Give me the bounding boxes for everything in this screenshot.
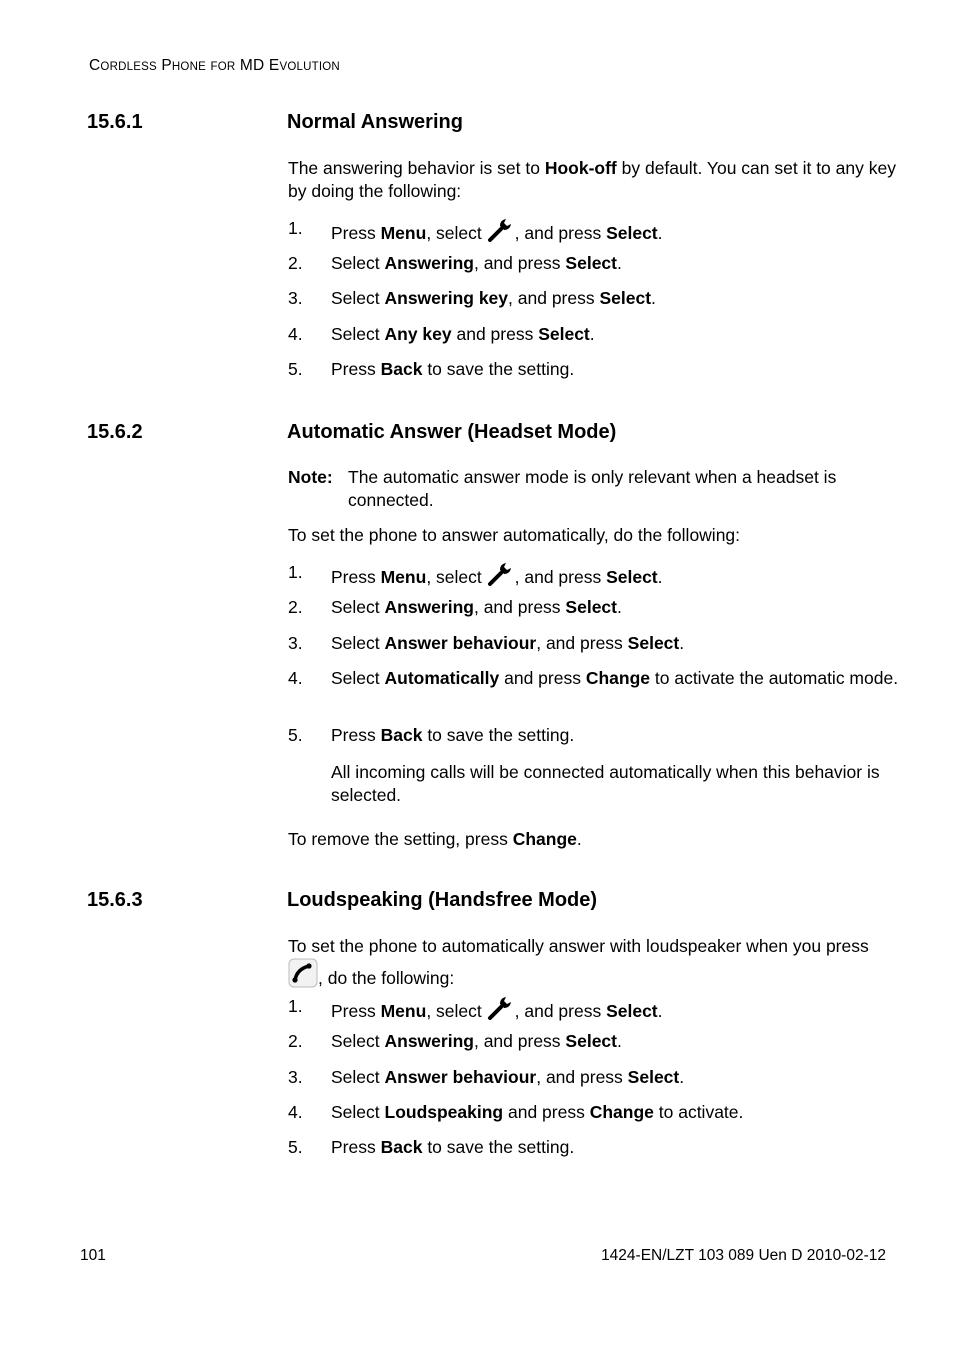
step-number: 4. — [288, 324, 303, 344]
step-number: 2. — [288, 597, 303, 617]
section-outro — [288, 828, 898, 851]
section-intro — [288, 935, 898, 993]
text-run: , do the following: — [318, 967, 455, 988]
step-text — [331, 1101, 901, 1124]
step-text — [331, 1136, 901, 1159]
text-run: . — [679, 1067, 685, 1087]
step-text — [331, 561, 901, 593]
bold-term: Answering key — [384, 288, 509, 308]
bold-term: Answering — [384, 1031, 474, 1051]
bold-term: Back — [380, 725, 423, 745]
step-text — [331, 632, 901, 655]
bold-term: Select — [606, 1001, 658, 1021]
text-run: . — [657, 223, 663, 243]
step-number: 1. — [288, 996, 303, 1016]
text-run: to save the setting. — [422, 1137, 575, 1157]
text-run: , and press — [473, 253, 566, 273]
step-number: 3. — [288, 633, 303, 653]
bold-term: Any key — [384, 324, 452, 344]
text-run: , select — [426, 223, 487, 243]
bold-term: Select — [565, 1031, 617, 1051]
text-run: Select — [331, 253, 385, 273]
text-run: . — [657, 567, 663, 587]
wrench-icon — [487, 995, 515, 1027]
section-number: 15.6.1 — [87, 111, 143, 133]
step-number: 3. — [288, 1067, 303, 1087]
note-text: The automatic answer mode is only relevant when a headset is connected. — [348, 467, 837, 510]
step-text — [331, 252, 901, 275]
text-run: Select — [331, 288, 385, 308]
bold-term: Menu — [380, 223, 427, 243]
step-followup: All incoming calls will be connected automatically when this behavior is selected. — [331, 762, 880, 805]
text-run: Select — [331, 633, 385, 653]
document-id: 1424-EN/LZT 103 089 Uen D 2010-02-12 — [601, 1247, 886, 1264]
bold-term: Change — [512, 829, 577, 849]
text-run: Press — [331, 567, 381, 587]
bold-term: Back — [380, 359, 423, 379]
bold-term: Answer behaviour — [384, 633, 537, 653]
text-run: . — [657, 1001, 663, 1021]
step-text — [331, 287, 901, 310]
bold-term: Select — [627, 1067, 680, 1087]
note-label: Note: — [288, 467, 333, 487]
text-run: , select — [426, 1001, 487, 1021]
text-run: and press — [503, 1102, 590, 1122]
bold-term: Change — [589, 1102, 654, 1122]
text-run: . — [616, 253, 622, 273]
text-run: . — [589, 324, 595, 344]
text-run: Select — [331, 597, 385, 617]
bold-term: Answer behaviour — [384, 1067, 537, 1087]
text-run: Select — [331, 324, 385, 344]
step-text — [331, 1030, 901, 1053]
section-intro — [288, 157, 898, 202]
running-title: CORDLESS PHONE FOR MD EVOLUTION — [89, 57, 340, 74]
text-run: . — [616, 597, 622, 617]
step-text — [331, 323, 901, 346]
text-run: , and press — [508, 288, 600, 308]
step-text — [331, 358, 901, 381]
wrench-icon — [487, 217, 515, 249]
text-run: Press — [331, 1137, 381, 1157]
step-number: 2. — [288, 253, 303, 273]
text-run: , and press — [536, 1067, 628, 1087]
text-run: and press — [451, 324, 539, 344]
text-run: Press — [331, 725, 381, 745]
step-number: 5. — [288, 725, 303, 745]
step-text — [331, 724, 901, 747]
section-intro — [288, 524, 898, 547]
step-text — [331, 217, 901, 249]
text-run: , and press — [514, 223, 607, 243]
step-number: 5. — [288, 1137, 303, 1157]
text-run: Select — [331, 668, 385, 688]
text-run: and press — [499, 668, 586, 688]
text-run: to activate the automatic mode. — [650, 668, 899, 688]
step-number: 5. — [288, 359, 303, 379]
text-run: To set the phone to automatically answer with loudspeaker when you press — [288, 936, 869, 956]
step-number: 4. — [288, 668, 303, 688]
step-number: 1. — [288, 562, 303, 582]
section-title: Automatic Answer (Headset Mode) — [287, 421, 617, 443]
bold-term: Menu — [380, 1001, 427, 1021]
section-number: 15.6.2 — [87, 421, 143, 443]
bold-term: Select — [627, 633, 680, 653]
text-run: to save the setting. — [422, 725, 575, 745]
text-run: . — [616, 1031, 622, 1051]
step-text — [331, 596, 901, 619]
bold-term: Select — [565, 253, 617, 273]
bold-term: Select — [565, 597, 617, 617]
page-number: 101 — [80, 1247, 106, 1264]
running-header — [89, 57, 340, 75]
text-run: The answering behavior is set to — [288, 158, 545, 178]
step-number: 2. — [288, 1031, 303, 1051]
bold-term: Select — [606, 223, 658, 243]
text-run: . — [651, 288, 656, 308]
bold-term: Answering — [384, 253, 474, 273]
step-text — [331, 667, 901, 690]
step-number: 1. — [288, 218, 303, 238]
text-run: To remove the setting, press — [288, 829, 513, 849]
text-run: Press — [331, 223, 381, 243]
text-run: , select — [426, 567, 487, 587]
text-run: , and press — [473, 1031, 566, 1051]
step-text — [331, 995, 901, 1027]
step-number: 3. — [288, 288, 303, 308]
bold-term: Automatically — [384, 668, 500, 688]
text-run: Select — [331, 1031, 385, 1051]
bold-term: Select — [606, 567, 658, 587]
text-run: by default. You can set it to any key by doing the following: — [288, 158, 896, 201]
bold-term: Change — [585, 668, 651, 688]
bold-term: Select — [599, 288, 652, 308]
bold-term: Hook-off — [544, 158, 617, 178]
text-run: , and press — [536, 633, 628, 653]
bold-term: Menu — [380, 567, 427, 587]
step-number: 4. — [288, 1102, 303, 1122]
text-run: Select — [331, 1067, 385, 1087]
text-run: Press — [331, 359, 381, 379]
phone-key-icon — [288, 958, 318, 994]
text-run: to save the setting. — [422, 359, 575, 379]
text-run: To set the phone to answer automatically, do the following: — [288, 525, 741, 545]
text-run: . — [576, 829, 582, 849]
bold-term: Answering — [384, 597, 474, 617]
text-run: Press — [331, 1001, 381, 1021]
step-text — [331, 1066, 901, 1089]
section-number: 15.6.3 — [87, 889, 143, 911]
section-title: Loudspeaking (Handsfree Mode) — [287, 889, 598, 911]
text-run: , and press — [514, 567, 607, 587]
bold-term: Loudspeaking — [384, 1102, 504, 1122]
section-title: Normal Answering — [287, 111, 463, 133]
text-run: , and press — [514, 1001, 607, 1021]
text-run: Select — [331, 1102, 385, 1122]
bold-term: Select — [538, 324, 590, 344]
text-run: to activate. — [653, 1102, 744, 1122]
text-run: , and press — [473, 597, 566, 617]
wrench-icon — [487, 561, 515, 593]
bold-term: Back — [380, 1137, 423, 1157]
text-run: . — [679, 633, 685, 653]
